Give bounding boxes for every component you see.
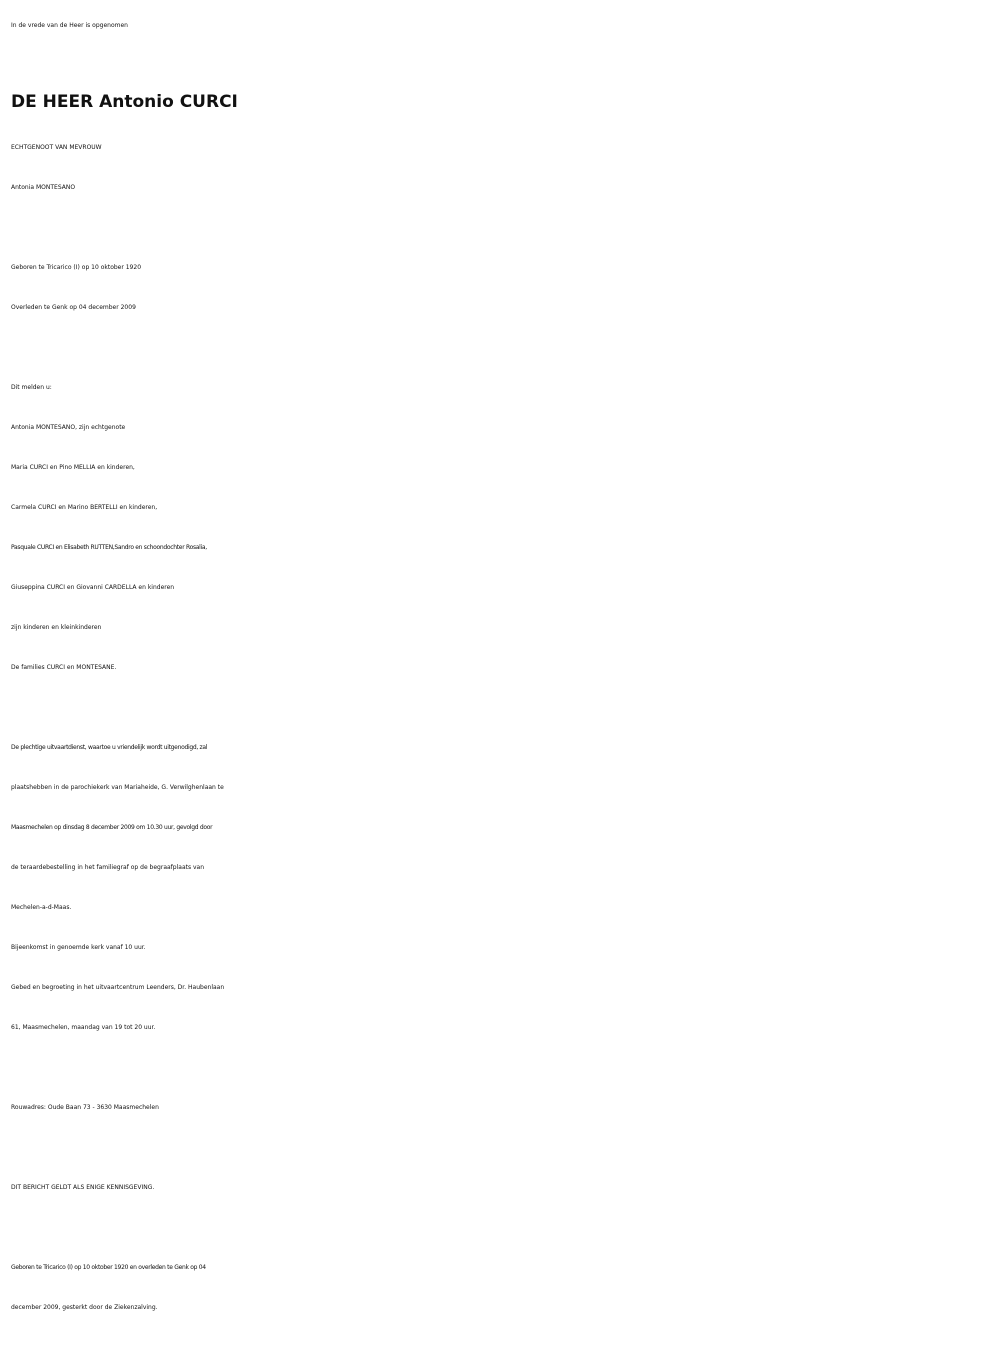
birth-line: Geboren te Tricarico (I) op 10 oktober 1920: [11, 264, 142, 271]
intro-text: In de vrede van de Heer is opgenomen: [11, 22, 128, 29]
service-line: Mechelen-a-d-Maas.: [11, 904, 72, 911]
announcer-line: Maria CURCI en Pino MELLIA en kinderen,: [11, 464, 135, 471]
service-line: Maasmechelen op dinsdag 8 december 2009 om 10.30 uur, gevolgd door: [11, 824, 213, 831]
announcer-line: Pasquale CURCI en Elisabeth RUTTEN,Sandro en schoondochter Rosalia,: [11, 544, 207, 551]
spacer: [11, 1128, 1000, 1168]
announcer-line: Carmela CURCI en Marino BERTELLI en kinderen,: [11, 504, 158, 511]
spacer: [11, 208, 1000, 248]
spouse-name: Antonia MONTESANO: [11, 184, 76, 191]
service-line: plaatshebben in de parochiekerk van Mariaheide, G. Verwilghenlaan te: [11, 784, 224, 791]
service-line: 61, Maasmechelen, maandag van 19 tot 20 uur.: [11, 1024, 156, 1031]
announcer-line: De families CURCI en MONTESANE.: [11, 664, 117, 671]
service-line: Gebed en begroeting in het uitvaartcentrum Leenders, Dr. Haubenlaan: [11, 984, 225, 991]
spacer: [11, 1048, 1000, 1088]
closing-line: december 2009, gesterkt door de Ziekenzalving.: [11, 1304, 158, 1311]
death-line: Overleden te Genk op 04 december 2009: [11, 304, 136, 311]
announcer-line: Giuseppina CURCI en Giovanni CARDELLA en kinderen: [11, 584, 175, 591]
announcers-intro: Dit melden u:: [11, 384, 52, 391]
service-line: de teraardebestelling in het familiegraf op de begraafplaats van: [11, 864, 205, 871]
spacer: [11, 328, 1000, 368]
closing-line: Geboren te Tricarico (I) op 10 oktober 1920 en overleden te Genk op 04: [11, 1264, 206, 1271]
service-line: De plechtige uitvaartdienst, waartoe u vriendelijk wordt uitgenodigd, zal: [11, 744, 208, 751]
spacer: [11, 688, 1000, 728]
announcer-line: Antonia MONTESANO, zijn echtgenote: [11, 424, 126, 431]
mourning-address: Rouwadres: Oude Baan 73 - 3630 Maasmechelen: [11, 1104, 159, 1111]
service-line: Bijeenkomst in genoemde kerk vanaf 10 uur.: [11, 944, 146, 951]
spacer: [11, 1208, 1000, 1248]
deceased-name: DE HEER Antonio CURCI: [11, 92, 238, 112]
notice-statement: DIT BERICHT GELDT ALS ENIGE KENNISGEVING.: [11, 1184, 155, 1191]
spouse-label: ECHTGENOOT VAN MEVROUW: [11, 144, 102, 151]
announcer-line: zijn kinderen en kleinkinderen: [11, 624, 102, 631]
